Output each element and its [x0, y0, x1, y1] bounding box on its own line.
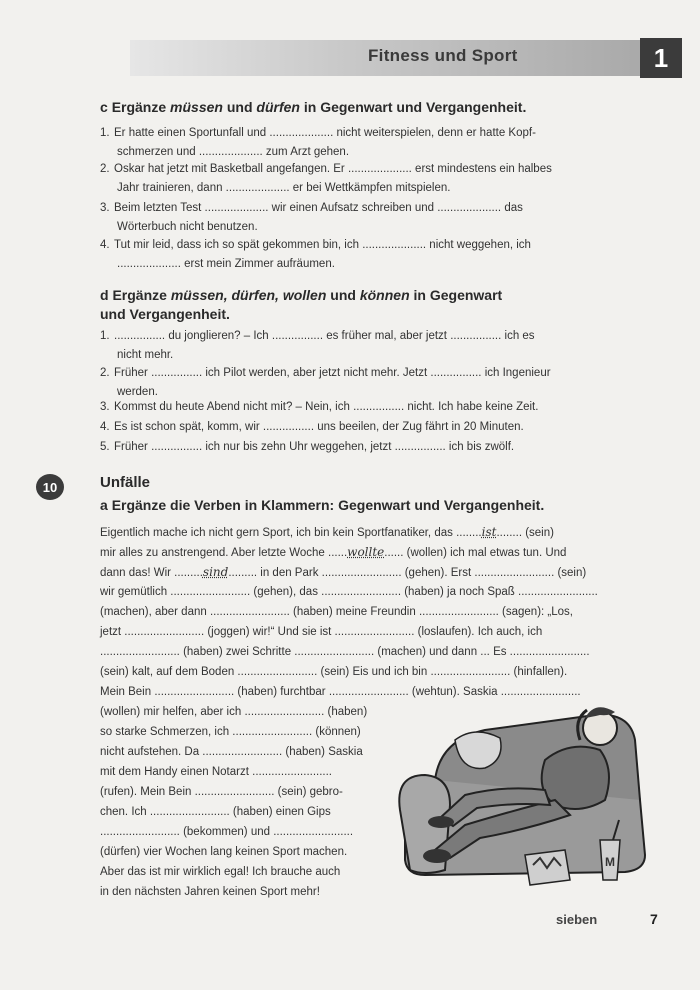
handwritten-answer: ist	[481, 525, 497, 539]
sofa-illustration	[395, 680, 660, 890]
unit-title: Unfälle	[100, 474, 151, 491]
exercise-item: 3. Beim letzten Test .................... wir einen Aufsatz schreiben und .................... das Wörterbuch nicht benutzen.	[100, 202, 523, 233]
page-header-title: Fitness und Sport	[368, 46, 518, 65]
exercise-item: 1. Er hatte einen Sportunfall und .................... nicht weiterspielen, denn er hatte Kopf- schmerzen und .................... zum Arzt gehen.	[100, 127, 536, 158]
exercise-item: 2. Früher ................ ich Pilot werden, aber jetzt nicht mehr. Jetzt ................ ich Ingenieur werden.	[100, 367, 551, 398]
story-line: jetzt ......................... (joggen) wir!“ Und sie ist ......................... (loslaufen). Ich auch, ich	[100, 626, 543, 638]
section-a-heading: a Ergänze die Verben in Klammern: Gegenwart und Vergangenheit.	[100, 497, 545, 513]
handwritten-answer: wollte	[347, 545, 385, 559]
story-line: Mein Bein ......................... (haben) furchtbar ......................... (wehtun). Saskia .........................	[100, 686, 581, 698]
svg-text:M: M	[605, 855, 615, 869]
exercise-item: 4. Tut mir leid, dass ich so spät gekommen bin, ich .................... nicht weggehen, ich .................... erst mein Zimmer aufräumen.	[100, 239, 531, 270]
story-line: nicht aufstehen. Da ......................... (haben) Saskia	[100, 746, 363, 758]
unit-number-badge	[33, 472, 65, 502]
section-letter: d	[100, 287, 109, 303]
story-line: so starke Schmerzen, ich ......................... (können)	[100, 726, 361, 738]
story-line: ......................... (bekommen) und .........................	[100, 826, 354, 838]
story-line: mir alles zu anstrengend. Aber letzte Woche ......wollte...... (wollen) ich mal etwas tun. Und	[100, 545, 567, 559]
exercise-item: 4. Es ist schon spät, komm, wir ................ uns beeilen, der Zug fährt in 20 Minuten.	[100, 421, 524, 433]
story-line: (rufen). Mein Bein ......................... (sein) gebro-	[100, 786, 343, 798]
exercise-item: 3. Kommst du heute Abend nicht mit? – Nein, ich ................ nicht. Ich habe keine Zeit.	[100, 401, 539, 413]
section-letter: a	[100, 497, 108, 513]
story-line: chen. Ich ......................... (haben) einen Gips	[100, 806, 331, 818]
story-line: Eigentlich mache ich nicht gern Sport, ich bin kein Sportfanatiker, das ........ist........ (sein)	[100, 525, 554, 539]
section-d-heading: d Ergänze müssen, dürfen, wollen und können in Gegenwart und Vergangenheit.	[100, 287, 503, 322]
exercise-item: 1. ................ du jonglieren? – Ich ................ es früher mal, aber jetzt ................ ich es nicht mehr.	[100, 330, 535, 361]
story-line: in den nächsten Jahren keinen Sport mehr!	[100, 886, 320, 898]
story-line: (wollen) mir helfen, aber ich ......................... (haben)	[100, 706, 368, 718]
section-c-heading: c Ergänze müssen und dürfen in Gegenwart und Vergangenheit.	[100, 99, 527, 115]
section-letter: c	[100, 99, 108, 115]
story-line: wir gemütlich ......................... (gehen), das ......................... (haben) ja noch Spaß .........................	[100, 586, 598, 598]
story-line: (dürfen) vier Wochen lang keinen Sport machen.	[100, 846, 348, 858]
story-line: ......................... (haben) zwei Schritte ......................... (machen) und dann ... Es .........................	[100, 646, 590, 658]
badge-number: 10	[42, 480, 58, 495]
exercise-item: 5. Früher ................ ich nur bis zehn Uhr weggehen, jetzt ................ ich bis zwölf.	[100, 441, 515, 453]
story-line: (machen), aber dann ......................... (haben) meine Freundin ......................... (sagen): „Los,	[100, 606, 573, 618]
handwritten-answer: sind	[202, 565, 229, 579]
page-number: 7	[650, 911, 658, 927]
page-number-word: sieben	[556, 912, 598, 927]
story-line: dann das! Wir .........sind......... in den Park ......................... (gehen). Erst ......................... (sein)	[100, 565, 587, 579]
story-line: mit dem Handy einen Notarzt .........................	[100, 766, 332, 778]
story-line: (sein) kalt, auf dem Boden ......................... (sein) Eis und ich bin ......................... (hinfallen).	[100, 666, 568, 678]
chapter-number: 1	[640, 38, 682, 78]
exercise-item: 2. Oskar hat jetzt mit Basketball angefangen. Er .................... erst mindestens ein halbes Jahr trainieren, dann .................... er bei Wettkämpfen mitspielen.	[100, 163, 552, 194]
story-line: Aber das ist mir wirklich egal! Ich brauche auch	[100, 866, 341, 878]
